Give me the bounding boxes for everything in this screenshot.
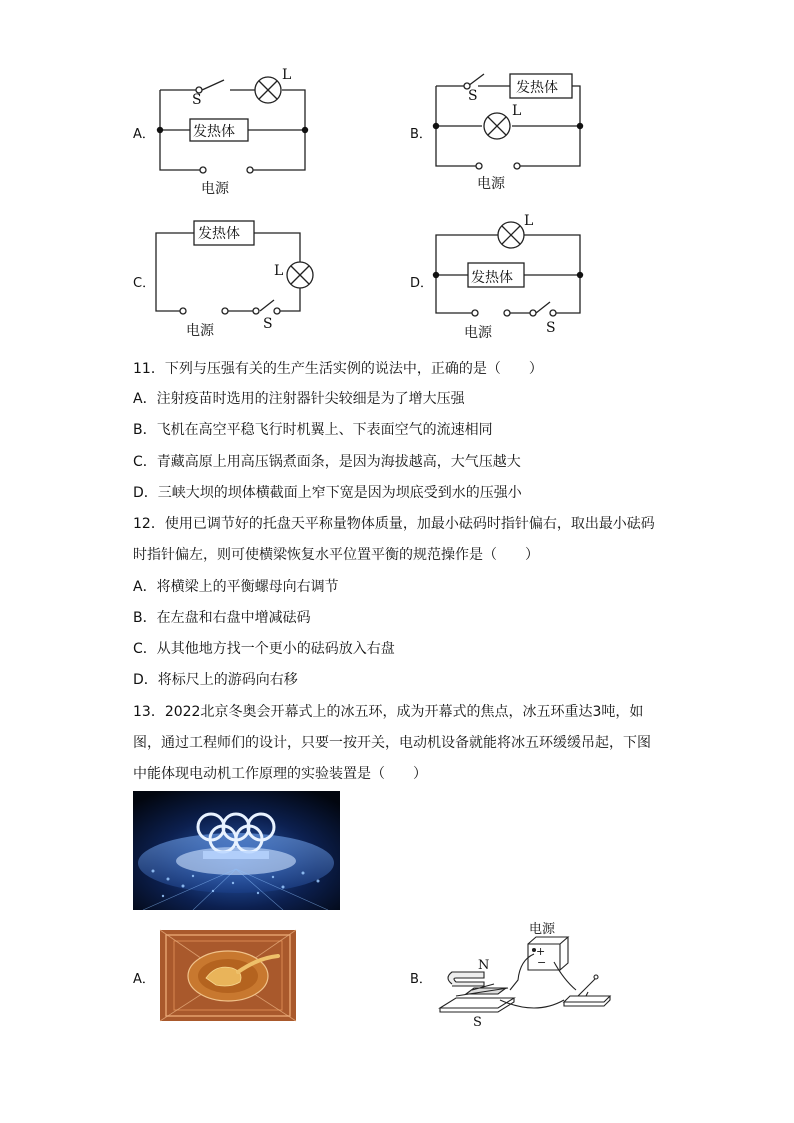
switch-label: S xyxy=(263,316,273,332)
option-d-label: D． xyxy=(410,276,434,291)
question-11-option-a: A．注射疫苗时选用的注射器针尖较细是为了增大压强 xyxy=(133,391,465,407)
question-11-stem: 11．下列与压强有关的生产生活实例的说法中，正确的是（ ） xyxy=(133,361,543,377)
positive-terminal-label: + xyxy=(536,945,546,958)
olympic-rings-photo xyxy=(133,791,340,910)
question-13-stem-cont: 图，通过工程师们的设计，只要一按开关，电动机设备就能将冰五环缓缓吊起，下图 xyxy=(133,735,651,751)
question-13-option-a-label: A． xyxy=(133,972,155,987)
heater-label: 发热体 xyxy=(193,124,235,140)
lamp-label: L xyxy=(512,103,522,119)
south-pole-label: S xyxy=(473,1015,482,1030)
switch-label: S xyxy=(468,88,478,104)
question-13-stem-end: 中能体现电动机工作原理的实验装置是（ ） xyxy=(133,766,427,782)
lamp-label: L xyxy=(274,263,284,279)
question-12-stem: 12．使用已调节好的托盘天平称量物体质量，加最小砝码时指针偏右，取出最小砝码 xyxy=(133,516,655,532)
switch-label: S xyxy=(192,92,202,108)
circuit-diagram-a xyxy=(150,60,320,200)
heater-label: 发热体 xyxy=(198,226,240,242)
motor-apparatus-image xyxy=(436,920,616,1030)
power-source-label: 电源 xyxy=(477,176,505,192)
question-12-option-d: D．将标尺上的游码向右移 xyxy=(133,672,298,688)
question-13-stem: 13．2022北京冬奥会开幕式上的冰五环，成为开幕式的焦点，冰五环重达3吨，如 xyxy=(133,704,644,720)
option-a-label: A． xyxy=(133,127,155,142)
question-11-option-d: D．三峡大坝的坝体横截面上窄下宽是因为坝底受到水的压强小 xyxy=(133,485,522,501)
option-b-label: B． xyxy=(410,127,432,142)
question-12-stem-cont: 时指针偏左，则可使横梁恢复水平位置平衡的规范操作是（ ） xyxy=(133,547,539,563)
question-12-option-a: A．将横梁上的平衡螺母向右调节 xyxy=(133,579,339,595)
power-source-label: 电源 xyxy=(464,325,492,341)
heater-label: 发热体 xyxy=(471,270,513,286)
switch-label: S xyxy=(546,320,556,336)
question-11-option-b: B．飞机在高空平稳飞行时机翼上、下表面空气的流速相同 xyxy=(133,422,493,438)
lamp-label: L xyxy=(282,67,292,83)
option-c-label: C． xyxy=(133,276,156,291)
circuit-diagram-b xyxy=(428,68,588,188)
power-source-label: 电源 xyxy=(529,922,556,937)
question-12-option-b: B．在左盘和右盘中增减砝码 xyxy=(133,610,311,626)
heater-label: 发热体 xyxy=(516,80,558,96)
negative-terminal-label: − xyxy=(537,956,547,969)
power-source-label: 电源 xyxy=(186,323,214,339)
compass-image xyxy=(158,928,298,1023)
question-11-option-c: C．青藏高原上用高压锅煮面条，是因为海拔越高，大气压越大 xyxy=(133,454,521,470)
question-13-option-b-label: B． xyxy=(410,972,432,987)
power-source-label: 电源 xyxy=(201,181,229,197)
lamp-label: L xyxy=(524,213,534,229)
north-pole-label: N xyxy=(478,958,490,973)
question-12-option-c: C．从其他地方找一个更小的砝码放入右盘 xyxy=(133,641,395,657)
